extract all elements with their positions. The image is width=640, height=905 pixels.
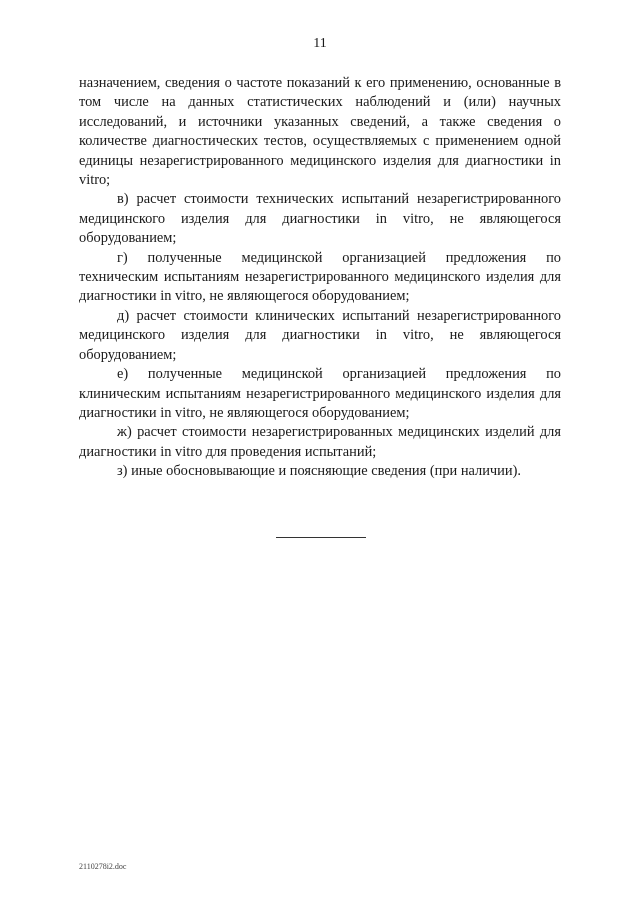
paragraph-item-e: е) полученные медицинской организацией предложения по клиническим испытаниям незарегистрированного медицинского изделия для диагностики in vitro, не являющегося оборудованием; (79, 366, 561, 421)
paragraph-item-v: в) расчет стоимости технических испытаний незарегистрированного медицинского изделия для диагностики in vitro, не являющегося оборудованием; (79, 191, 561, 247)
paragraph-item-z: з) иные обосновывающие и поясняющие сведения (при наличии). (117, 463, 521, 480)
paragraph-item-g: г) полученные медицинской организацией предложения по техническим испытаниям незарегистрированного медицинского изделия для диагностики in vitro, не являющегося оборудованием; (79, 249, 561, 305)
paragraph-item-d: д) расчет стоимости клинических испытаний незарегистрированного медицинского изделия для диагностики in vitro, не являющегося оборудованием; (79, 307, 561, 363)
paragraph-item-zh: ж) расчет стоимости незарегистрированных медицинских изделий для диагностики in vitro для проведения испытаний; (79, 424, 561, 460)
page-number: 11 (313, 36, 327, 51)
footer-doc-code: 2110278i2.doc (79, 862, 127, 871)
document-body (79, 74, 561, 482)
paragraph-continuation: назначением, сведения о частоте показаний к его применению, основанные в том числе на данных статистических наблюдений и (или) научных исследований, и источники указанных сведений, а также сведения о количестве диагностических тестов, осуществляемых с применением одной единицы незарегистрированного медицинского изделия для диагностики in vitro; (79, 75, 561, 189)
end-divider (276, 537, 366, 538)
